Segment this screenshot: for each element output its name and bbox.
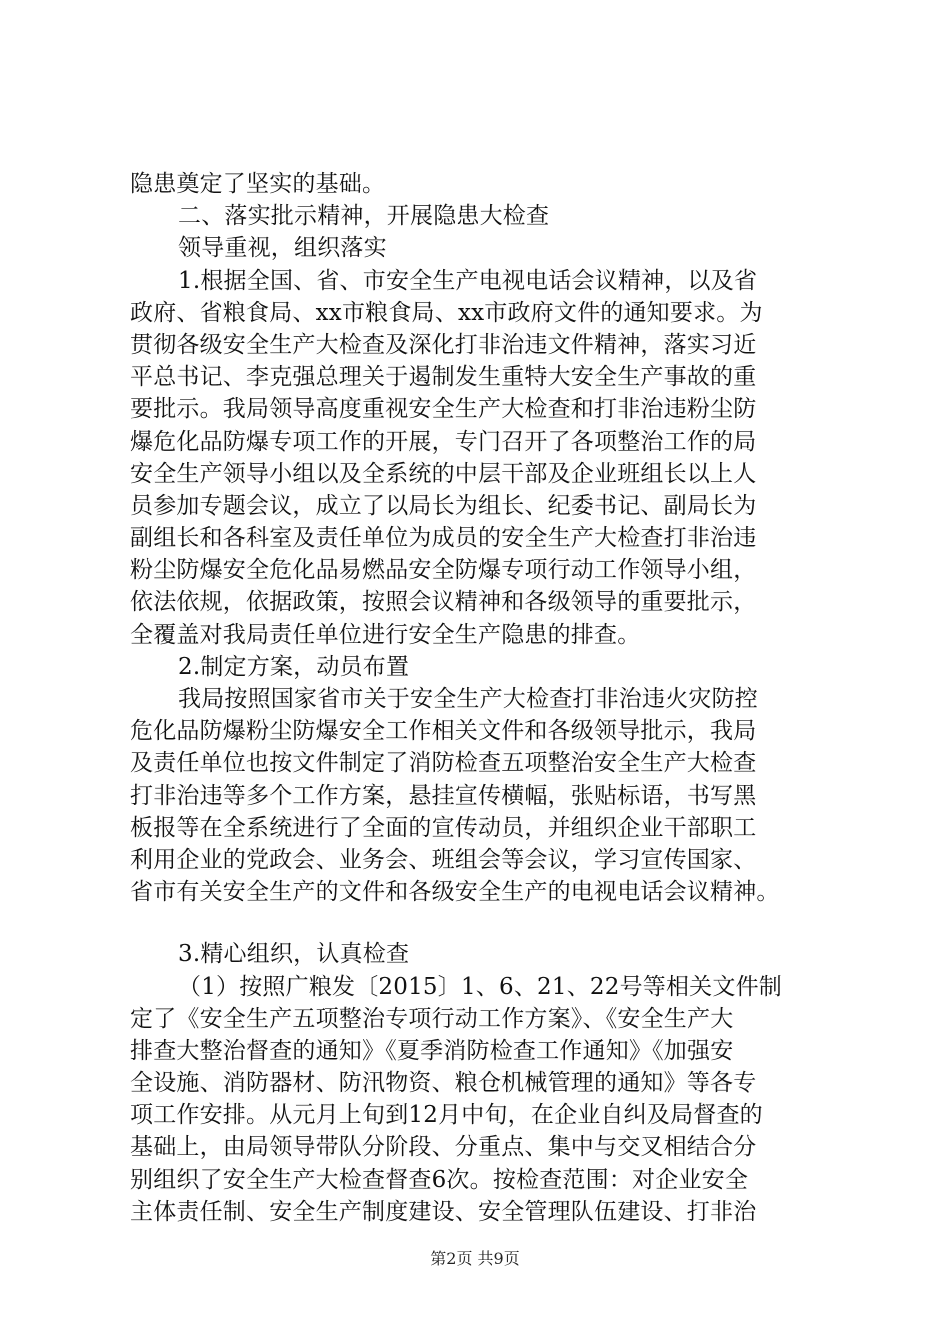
text-line: 别组织了安全生产大检查督查6次。按检查范围：对企业安全 [130, 1166, 749, 1193]
document-body [130, 168, 830, 1228]
text-line: 板报等在全系统进行了全面的宣传动员，并组织企业干部职工 [130, 814, 757, 841]
text-line: 爆危化品防爆专项工作的开展，专门召开了各项整治工作的局 [130, 428, 757, 455]
text-line: 省市有关安全生产的文件和各级安全生产的电视电话会议精神。 [130, 879, 780, 906]
subsection-heading: 领导重视，组织落实 [178, 235, 387, 262]
subsection-heading: 3.精心组织，认真检查 [178, 941, 410, 968]
text-line: 定了《安全生产五项整治专项行动工作方案》、《安全生产大 [130, 1005, 734, 1032]
text-line: 依法依规，依据政策，按照会议精神和各级领导的重要批示， [130, 589, 757, 616]
text-line: 打非治违等多个工作方案，悬挂宣传横幅，张贴标语，书写黑 [130, 782, 757, 809]
text-line: 全设施、消防器材、防汛物资、粮仓机械管理的通知》等各专 [130, 1070, 757, 1097]
text-line: 排查大整治督查的通知》《夏季消防检查工作通知》《加强安 [130, 1037, 734, 1064]
text-line: 安全生产领导小组以及全系统的中层干部及企业班组长以上人 [130, 460, 757, 487]
text-line: 危化品防爆粉尘防爆安全工作相关文件和各级领导批示，我局 [130, 718, 757, 745]
section-heading: 二、落实批示精神，开展隐患大检查 [178, 203, 550, 230]
paragraph-start: 1.根据全国、省、市安全生产电视电话会议精神，以及省 [178, 267, 758, 294]
text-line: 及责任单位也按文件制定了消防检查五项整治安全生产大检查 [130, 750, 757, 777]
paragraph-gap [130, 908, 830, 938]
text-line: 员参加专题会议，成立了以局长为组长、纪委书记、副局长为 [130, 492, 757, 519]
text-line: 要批示。我局领导高度重视安全生产大检查和打非治违粉尘防 [130, 396, 757, 423]
text-line: 平总书记、李克强总理关于遏制发生重特大安全生产事故的重 [130, 364, 757, 391]
paragraph-start: 我局按照国家省市关于安全生产大检查打非治违火灾防控 [178, 686, 758, 712]
text-line: 基础上，由局领导带队分阶段、分重点、集中与交叉相结合分 [130, 1134, 757, 1161]
text-line: 全覆盖对我局责任单位进行安全生产隐患的排查。 [130, 621, 641, 648]
page-number-footer: 第2页 共9页 [430, 1249, 520, 1268]
text-line: 粉尘防爆安全危化品易燃品安全防爆专项行动工作领导小组， [130, 557, 757, 584]
text-line: 利用企业的党政会、业务会、班组会等会议，学习宣传国家、 [130, 846, 757, 873]
text-line: 贯彻各级安全生产大检查及深化打非治违文件精神，落实习近 [130, 331, 757, 358]
subsection-heading: 2.制定方案，动员布置 [178, 653, 410, 680]
text-line: 副组长和各科室及责任单位为成员的安全生产大检查打非治违 [130, 525, 757, 552]
text-line: 政府、省粮食局、xx市粮食局、xx市政府文件的通知要求。为 [130, 299, 763, 326]
text-line: 隐患奠定了坚实的基础。 [130, 171, 386, 197]
text-line: 主体责任制、安全生产制度建设、安全管理队伍建设、打非治 [130, 1198, 757, 1225]
paragraph-start: （1）按照广粮发〔2015〕1、6、21、22号等相关文件制 [178, 973, 782, 1000]
text-line: 项工作安排。从元月上旬到12月中旬，在企业自纠及局督查的 [130, 1102, 763, 1129]
